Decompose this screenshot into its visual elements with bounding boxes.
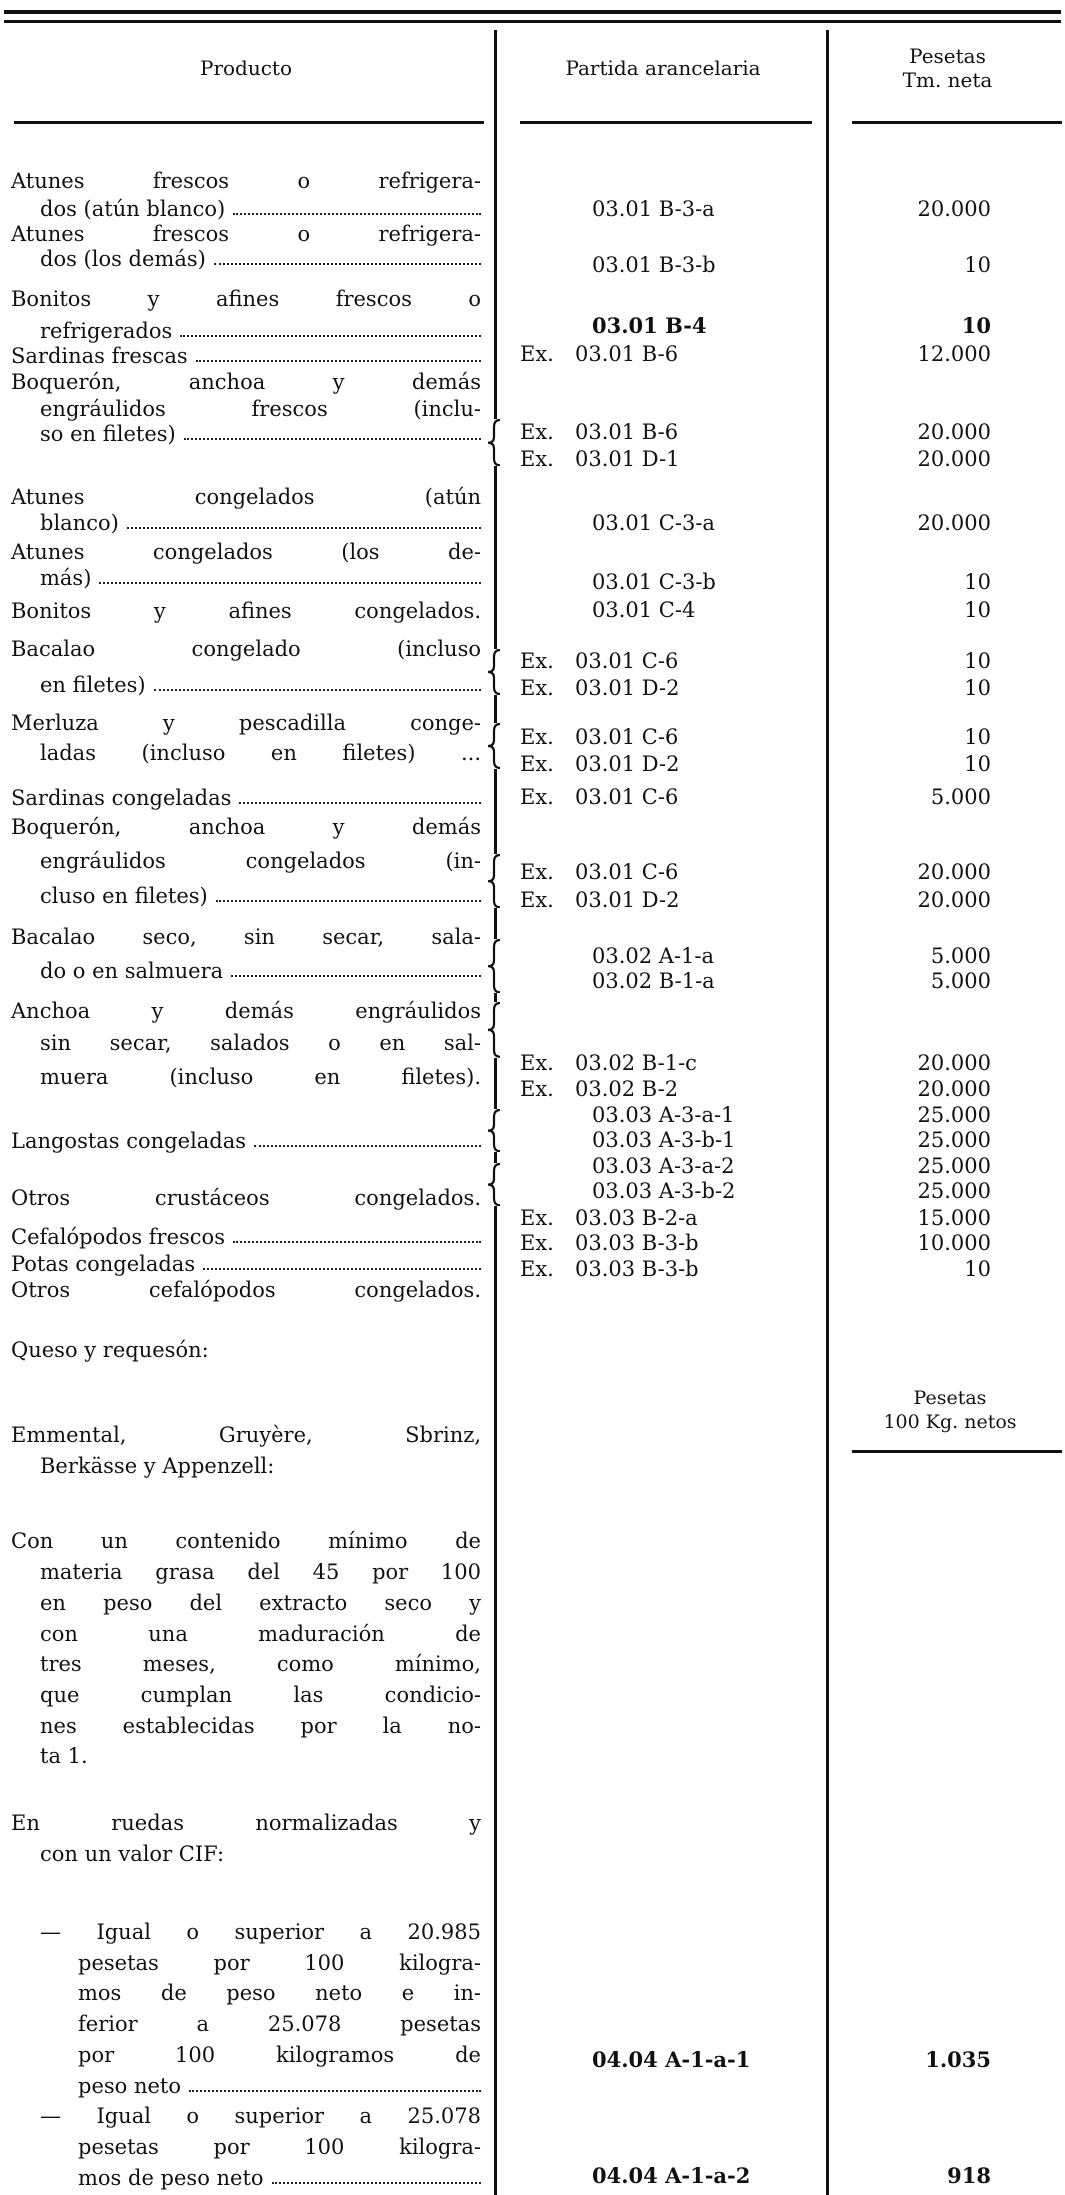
tariff-code: 03.01 B-3-a bbox=[592, 197, 715, 221]
pesetas-value: 15.000 bbox=[917, 1206, 991, 1230]
tariff-code: 03.03 A-3-b-1 bbox=[592, 1128, 736, 1152]
product-line bbox=[11, 167, 481, 195]
product-text: dos (atún blanco) bbox=[40, 197, 226, 221]
tariff-code: 03.01 C-4 bbox=[592, 598, 696, 622]
pesetas-value: 1.035 bbox=[925, 2047, 991, 2072]
tariff-code: 03.03 A-3-a-1 bbox=[592, 1103, 735, 1127]
product-line bbox=[11, 368, 481, 396]
product-line bbox=[11, 709, 481, 737]
ex-prefix: Ex. bbox=[520, 1257, 554, 1281]
product-text: más) bbox=[40, 566, 92, 590]
pesetas-value: 10 bbox=[964, 676, 991, 700]
tariff-code: 03.01 D-2 bbox=[575, 676, 680, 700]
pesetas-value: 12.000 bbox=[917, 342, 991, 366]
product-text: blanco) bbox=[40, 511, 119, 535]
header-pesetas-line1: Pesetas bbox=[909, 44, 986, 68]
dot-leader bbox=[239, 802, 481, 804]
tariff-code: 03.01 B-4 bbox=[592, 313, 707, 338]
pesetas-value: 10 bbox=[964, 649, 991, 673]
tariff-code: 03.03 B-3-b bbox=[575, 1257, 699, 1281]
product-line bbox=[40, 1589, 481, 1617]
product-line bbox=[40, 1620, 481, 1648]
product-text: Berkässe y Appenzell: bbox=[40, 1454, 275, 1478]
product-text: so en filetes) bbox=[40, 422, 176, 446]
dot-leader bbox=[214, 263, 481, 265]
brace-icon bbox=[484, 649, 506, 695]
product-text: Boquerón, anchoa y demás bbox=[11, 815, 481, 839]
dot-leader bbox=[233, 1241, 481, 1243]
product-line bbox=[40, 1681, 481, 1709]
product-text: — Igual o superior a 20.985 bbox=[40, 1920, 481, 1944]
product-text: engráulidos frescos (inclu- bbox=[40, 397, 481, 421]
product-line bbox=[11, 1250, 481, 1278]
product-line bbox=[40, 1558, 481, 1586]
product-line bbox=[40, 2102, 481, 2130]
dot-leader bbox=[127, 527, 481, 529]
product-line bbox=[40, 509, 481, 537]
pesetas-value: 918 bbox=[947, 2163, 991, 2188]
pesetas-value: 20.000 bbox=[917, 1077, 991, 1101]
dot-leader bbox=[180, 335, 481, 337]
product-line bbox=[40, 564, 481, 592]
product-text: Sardinas congeladas bbox=[11, 786, 232, 810]
tariff-code: 03.02 A-1-a bbox=[592, 944, 715, 968]
product-line bbox=[40, 245, 481, 273]
product-line bbox=[11, 1421, 481, 1449]
header-partida-arancelaria: Partida arancelaria bbox=[565, 56, 761, 80]
brace-icon bbox=[484, 854, 506, 908]
ex-prefix: Ex. bbox=[520, 752, 554, 776]
ex-prefix: Ex. bbox=[520, 1231, 554, 1255]
brace-icon bbox=[484, 1109, 506, 1152]
ex-prefix: Ex. bbox=[520, 1077, 554, 1101]
pesetas-value: 25.000 bbox=[917, 1103, 991, 1127]
dot-leader bbox=[254, 1145, 481, 1147]
product-text: Atunes frescos o refrigera- bbox=[11, 169, 481, 193]
product-line bbox=[11, 1184, 481, 1212]
product-text: materia grasa del 45 por 100 bbox=[40, 1560, 481, 1584]
product-line bbox=[40, 847, 481, 875]
tariff-code: 03.02 B-1-c bbox=[575, 1051, 697, 1075]
tariff-code: 04.04 A-1-a-1 bbox=[592, 2047, 751, 2072]
product-text: en filetes) bbox=[40, 673, 146, 697]
product-line bbox=[40, 317, 481, 345]
brace-icon bbox=[484, 1163, 506, 1206]
header-rule-col1 bbox=[14, 121, 484, 124]
pesetas-value: 10 bbox=[964, 1257, 991, 1281]
product-line bbox=[11, 813, 481, 841]
tariff-code: 03.01 D-2 bbox=[575, 888, 680, 912]
product-text: Cefalópodos frescos bbox=[11, 1225, 225, 1249]
brace-icon bbox=[484, 939, 506, 993]
product-text: Con un contenido mínimo de bbox=[11, 1529, 481, 1553]
product-line bbox=[40, 1742, 481, 1770]
dot-leader bbox=[196, 360, 481, 362]
dot-leader bbox=[233, 213, 481, 215]
tariff-code: 03.01 D-2 bbox=[575, 752, 680, 776]
product-text: Bonitos y afines congelados. bbox=[11, 599, 481, 623]
brace-icon bbox=[484, 419, 506, 466]
tariff-code: 03.01 B-3-b bbox=[592, 253, 716, 277]
product-text: Atunes congelados (los de- bbox=[11, 540, 481, 564]
ex-prefix: Ex. bbox=[520, 785, 554, 809]
top-double-rule-1 bbox=[4, 10, 1061, 14]
product-text: sin secar, salados o en sal- bbox=[40, 1031, 481, 1055]
subheader-rule bbox=[852, 1450, 1062, 1453]
product-text: do o en salmuera bbox=[40, 959, 224, 983]
ex-prefix: Ex. bbox=[520, 342, 554, 366]
subheader-pesetas-line1: Pesetas bbox=[913, 1387, 987, 1409]
pesetas-value: 5.000 bbox=[930, 944, 991, 968]
product-text: Merluza y pescadilla conge- bbox=[11, 711, 481, 735]
product-line bbox=[11, 997, 481, 1025]
product-text: Potas congeladas bbox=[11, 1252, 196, 1276]
tariff-code: 03.01 C-6 bbox=[575, 725, 679, 749]
pesetas-value: 20.000 bbox=[917, 1051, 991, 1075]
product-text: pesetas por 100 kilogra- bbox=[78, 1951, 481, 1975]
product-text: Langostas congeladas bbox=[11, 1129, 247, 1153]
product-line bbox=[78, 2164, 481, 2192]
product-text: nes establecidas por la no- bbox=[40, 1714, 481, 1738]
tariff-code: 03.01 C-6 bbox=[575, 860, 679, 884]
product-line bbox=[11, 220, 481, 248]
product-line bbox=[11, 1809, 481, 1837]
product-text: por 100 kilogramos de bbox=[78, 2043, 481, 2067]
pesetas-value: 10 bbox=[961, 313, 991, 338]
product-line bbox=[11, 923, 481, 951]
ex-prefix: Ex. bbox=[520, 888, 554, 912]
pesetas-value: 5.000 bbox=[930, 785, 991, 809]
product-text: Atunes frescos o refrigera- bbox=[11, 222, 481, 246]
column-divider-2 bbox=[826, 30, 829, 2195]
dot-leader bbox=[154, 689, 481, 691]
product-text: pesetas por 100 kilogra- bbox=[78, 2135, 481, 2159]
product-text: Atunes congelados (atún bbox=[11, 485, 481, 509]
header-producto: Producto bbox=[199, 56, 293, 80]
ex-prefix: Ex. bbox=[520, 1051, 554, 1075]
product-line bbox=[40, 1063, 481, 1091]
product-text: Otros crustáceos congelados. bbox=[11, 1186, 481, 1210]
product-text: muera (incluso en filetes). bbox=[40, 1065, 481, 1089]
pesetas-value: 20.000 bbox=[917, 420, 991, 444]
product-text: Sardinas frescas bbox=[11, 344, 188, 368]
product-text: con una maduración de bbox=[40, 1622, 481, 1646]
product-line bbox=[11, 1127, 481, 1155]
pesetas-value: 20.000 bbox=[917, 888, 991, 912]
product-text: Bacalao congelado (incluso bbox=[11, 637, 481, 661]
product-text: cluso en filetes) bbox=[40, 884, 208, 908]
pesetas-value: 25.000 bbox=[917, 1154, 991, 1178]
product-line bbox=[40, 1650, 481, 1678]
dot-leader bbox=[231, 975, 481, 977]
product-line bbox=[78, 1979, 481, 2007]
subheader-pesetas-line2: 100 Kg. netos bbox=[883, 1411, 1017, 1433]
product-text: ladas (incluso en filetes) ... bbox=[40, 741, 481, 765]
tariff-code: 03.03 A-3-b-2 bbox=[592, 1179, 736, 1203]
pesetas-value: 25.000 bbox=[917, 1179, 991, 1203]
product-line bbox=[40, 1712, 481, 1740]
product-line bbox=[78, 2010, 481, 2038]
header-pesetas-line2: Tm. neta bbox=[902, 68, 993, 92]
dot-leader bbox=[216, 900, 481, 902]
pesetas-value: 10 bbox=[964, 598, 991, 622]
product-line bbox=[11, 342, 481, 370]
tariff-code: 04.04 A-1-a-2 bbox=[592, 2163, 751, 2188]
pesetas-value: 20.000 bbox=[917, 197, 991, 221]
product-line bbox=[11, 285, 481, 313]
product-text: — Igual o superior a 25.078 bbox=[40, 2104, 481, 2128]
product-text: Anchoa y demás engráulidos bbox=[11, 999, 481, 1023]
product-line bbox=[11, 1336, 481, 1364]
dot-leader bbox=[184, 438, 481, 440]
product-line bbox=[40, 671, 481, 699]
product-text: Bonitos y afines frescos o bbox=[11, 287, 481, 311]
product-text: refrigerados bbox=[40, 319, 173, 343]
pesetas-value: 25.000 bbox=[917, 1128, 991, 1152]
product-text: en peso del extracto seco y bbox=[40, 1591, 481, 1615]
tariff-code: 03.01 C-3-b bbox=[592, 570, 716, 594]
brace-icon bbox=[484, 723, 506, 769]
product-text: Queso y requesón: bbox=[11, 1338, 209, 1362]
product-text: mos de peso neto bbox=[78, 2166, 264, 2190]
tariff-code: 03.03 A-3-a-2 bbox=[592, 1154, 735, 1178]
product-line bbox=[40, 1840, 481, 1868]
product-line bbox=[78, 1949, 481, 1977]
tariff-code: 03.02 B-2 bbox=[575, 1077, 679, 1101]
product-text: Boquerón, anchoa y demás bbox=[11, 370, 481, 394]
pesetas-value: 10 bbox=[964, 752, 991, 776]
brace-icon bbox=[484, 1002, 506, 1058]
product-line bbox=[40, 195, 481, 223]
product-text: mos de peso neto e in- bbox=[78, 1981, 481, 2005]
product-text: Emmental, Gruyère, Sbrinz, bbox=[11, 1423, 481, 1447]
product-line bbox=[11, 1223, 481, 1251]
product-line bbox=[40, 420, 481, 448]
tariff-code: 03.01 B-6 bbox=[575, 342, 679, 366]
product-line bbox=[11, 538, 481, 566]
tariff-code: 03.01 C-6 bbox=[575, 785, 679, 809]
product-line bbox=[11, 784, 481, 812]
product-line bbox=[11, 1276, 481, 1304]
product-text: Bacalao seco, sin secar, sala- bbox=[11, 925, 481, 949]
product-line bbox=[78, 2072, 481, 2100]
product-line bbox=[40, 1029, 481, 1057]
ex-prefix: Ex. bbox=[520, 1206, 554, 1230]
product-line bbox=[78, 2133, 481, 2161]
product-line bbox=[40, 1918, 481, 1946]
product-text: Otros cefalópodos congelados. bbox=[11, 1278, 481, 1302]
pesetas-value: 10 bbox=[964, 570, 991, 594]
tariff-code: 03.01 C-3-a bbox=[592, 511, 715, 535]
product-line bbox=[11, 635, 481, 663]
product-text: En ruedas normalizadas y bbox=[11, 1811, 481, 1835]
product-line bbox=[40, 739, 481, 767]
ex-prefix: Ex. bbox=[520, 649, 554, 673]
ex-prefix: Ex. bbox=[520, 420, 554, 444]
product-text: tres meses, como mínimo, bbox=[40, 1652, 481, 1676]
ex-prefix: Ex. bbox=[520, 447, 554, 471]
product-line bbox=[11, 1527, 481, 1555]
pesetas-value: 10 bbox=[964, 725, 991, 749]
product-line bbox=[40, 395, 481, 423]
pesetas-value: 10 bbox=[964, 253, 991, 277]
product-line bbox=[40, 957, 481, 985]
ex-prefix: Ex. bbox=[520, 725, 554, 749]
product-text: ta 1. bbox=[40, 1744, 88, 1768]
product-line bbox=[78, 2041, 481, 2069]
product-line bbox=[40, 882, 481, 910]
tariff-code: 03.02 B-1-a bbox=[592, 969, 715, 993]
product-text: dos (los demás) bbox=[40, 247, 206, 271]
tariff-code: 03.03 B-3-b bbox=[575, 1231, 699, 1255]
product-text: que cumplan las condicio- bbox=[40, 1683, 481, 1707]
product-line bbox=[11, 483, 481, 511]
ex-prefix: Ex. bbox=[520, 860, 554, 884]
dot-leader bbox=[203, 1268, 481, 1270]
ex-prefix: Ex. bbox=[520, 676, 554, 700]
product-line bbox=[11, 597, 481, 625]
pesetas-value: 20.000 bbox=[917, 447, 991, 471]
header-rule-col3 bbox=[852, 121, 1062, 124]
pesetas-value: 20.000 bbox=[917, 860, 991, 884]
tariff-code: 03.01 D-1 bbox=[575, 447, 680, 471]
header-rule-col2 bbox=[520, 121, 812, 124]
dot-leader bbox=[189, 2090, 481, 2092]
tariff-code: 03.03 B-2-a bbox=[575, 1206, 698, 1230]
product-text: con un valor CIF: bbox=[40, 1842, 225, 1866]
product-text: peso neto bbox=[78, 2074, 182, 2098]
tariff-code: 03.01 B-6 bbox=[575, 420, 679, 444]
subheader-pesetas bbox=[840, 1386, 1060, 1434]
header-pesetas bbox=[840, 44, 1055, 92]
pesetas-value: 10.000 bbox=[917, 1231, 991, 1255]
product-line bbox=[40, 1452, 481, 1480]
tariff-code: 03.01 C-6 bbox=[575, 649, 679, 673]
pesetas-value: 20.000 bbox=[917, 511, 991, 535]
dot-leader bbox=[99, 582, 481, 584]
product-text: engráulidos congelados (in- bbox=[40, 849, 481, 873]
dot-leader bbox=[272, 2182, 481, 2184]
pesetas-value: 5.000 bbox=[930, 969, 991, 993]
top-double-rule-2 bbox=[4, 20, 1061, 23]
product-text: ferior a 25.078 pesetas bbox=[78, 2012, 481, 2036]
